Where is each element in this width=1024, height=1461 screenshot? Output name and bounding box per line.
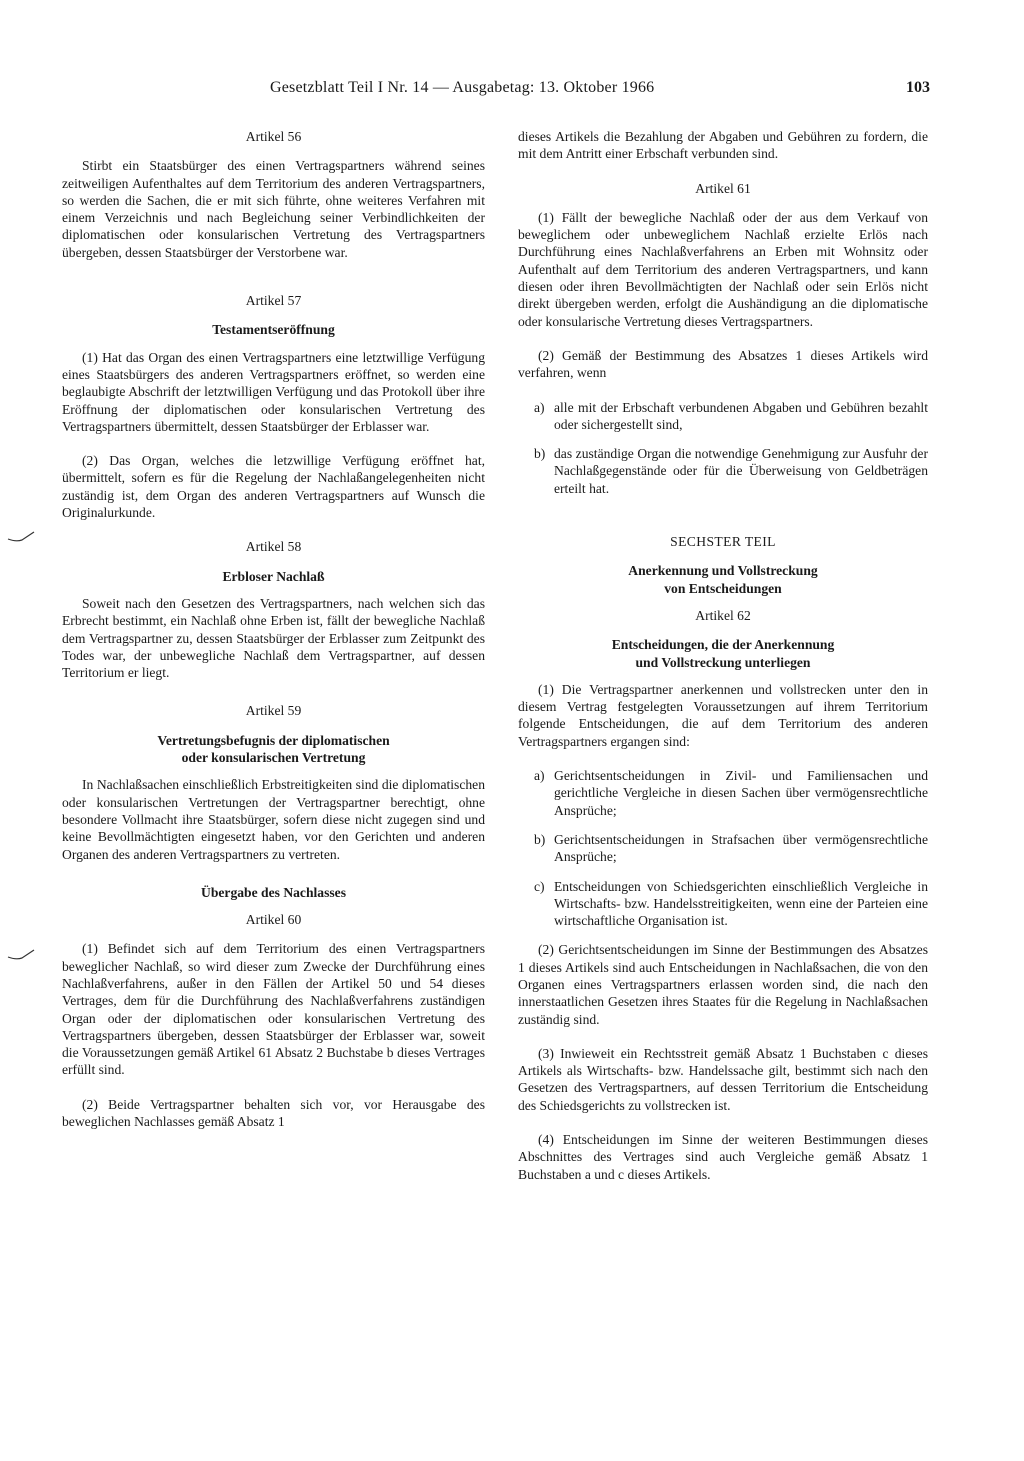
part-title-line: Anerkennung und Vollstreckung <box>628 563 818 579</box>
paragraph: In Nachlaßsachen einschließlich Erbstreitigkeiten sind die diplomatischen oder konsularischen Vertretungen der Vertragspartner berechtigt, ohne besondere Vollmacht ihre Staatsbürger, sofern diese nicht zugegen sind und keine Bevollmächtigten eingesetzt haben, vor den Gerichten und anderen Organen des anderen Vertragspartners zu vertreten. <box>62 777 485 862</box>
paragraph: (2) Beide Vertragspartner behalten sich vor, vor Herausgabe des beweglichen Nachlasses gemäß Absatz 1 <box>62 1096 485 1130</box>
list-item-letter: a) <box>534 768 545 784</box>
list-item <box>534 831 928 866</box>
paragraph-continuation: dieses Artikels die Bezahlung der Abgaben und Gebühren zu fordern, die mit dem Antritt einer Erbschaft verbunden sind. <box>518 129 928 162</box>
list-item <box>534 878 928 930</box>
margin-check-mark <box>6 530 36 544</box>
paragraph: (1) Hat das Organ des einen Vertragspartners eine letztwillige Verfügung eines Staatsbürgers des anderen Vertragspartners eröffnet, so werden eine beglaubigte Abschrift der letztwilligen Verfügung und das Protokoll über ihre Eröffnung der diplomatischen oder konsularischen Vertretung des Vertragspartners übermittelt, dessen Staatsbürger der Erblasser war. <box>62 349 485 434</box>
article-title: Erbloser Nachlaß <box>222 568 325 584</box>
paragraph: (1) Befindet sich auf dem Territorium des einen Vertragspartners beweglicher Nachlaß, so wird dieser zum Zwecke der Durchführung eines Nachlaßverfahrens, außer in den Fällen der Artikel 50 und 54 dieses Vertrages, dem für die Durchführung des Nachlaßverfahrens zuständigen Organ oder der diplomatischen oder konsularischen Vertretung des Vertragspartners übergeben, dessen Staatsbürger der Erblasser war, soweit die Voraussetzungen gemäß Artikel 61 Absatz 2 Buchstabe b dieses Vertrages erfüllt sind. <box>62 941 485 1078</box>
list-item-text: Entscheidungen von Schiedsgerichten einschließlich Vergleiche in Wirtschafts- bzw. Handelsstreitigkeiten, wenn eine der Parteien eine wirtschaftliche Organisation ist. <box>554 878 928 929</box>
article-title-line: Vertretungsbefugnis der diplomatischen <box>157 732 390 748</box>
article-title-line: Entscheidungen, die der Anerkennung <box>611 637 835 653</box>
paragraph: Stirbt ein Staatsbürger des einen Vertragspartners während seines zeitweiligen Aufenthaltes auf dem Territorium des anderen Vertragspartners, so werden die Sachen, die er mit sich führte, ohne weiteres Verfahren mit einem Verzeichnis und nach Begleichung seiner Verbindlichkeiten der diplomatischen oder konsularischen Vertretung des Vertragspartners übergeben, dessen Staatsbürger der Verstorbene war. <box>62 158 485 260</box>
paragraph: Soweit nach den Gesetzen des Vertragspartners, nach welchen sich das Erbrecht bestimmt, ein Nachlaß ohne Erben ist, fällt der bewegliche Nachlaß dem Vertragspartner zu, dessen Staatsbürger der Erblasser zum Zeitpunkt des Todes war, der unbewegliche Nachlaß dem Vertragspartner, auf dessen Territorium er liegt. <box>62 595 485 681</box>
paragraph: (2) Gerichtsentscheidungen im Sinne der Bestimmungen des Absatzes 1 dieses Artikels sind auch Entscheidungen in Nachlaßsachen, die von den Organen eines Vertragspartners erlassen worden sind, die nach den innerstaatlichen Gesetzen ihres Staates für die Regelung in Nachlaßsachen zuständig sind. <box>518 942 928 1027</box>
article-heading: Artikel 58 <box>245 539 302 555</box>
article-title: Testamentseröffnung <box>212 322 335 338</box>
margin-check-mark <box>6 948 36 962</box>
section-title: Übergabe des Nachlasses <box>201 884 346 900</box>
paragraph: (2) Das Organ, welches die letzwillige Verfügung eröffnet hat, übermittelt, sofern es für die Regelung der Nachlaßangelegenheiten nicht zuständig ist, dem Organ des anderen Vertragspartners auf Wunsch die Originalurkunde. <box>62 453 485 521</box>
article-title-line: oder konsularischen Vertretung <box>181 750 366 766</box>
part-title-line: von Entscheidungen <box>664 580 782 596</box>
list-item-text: Gerichtsentscheidungen in Zivil- und Familiensachen und gerichtliche Vergleiche in diesen Sachen über vermögensrechtliche Ansprüche; <box>554 768 928 818</box>
paragraph: (2) Gemäß der Bestimmung des Absatzes 1 dieses Artikels wird verfahren, wenn <box>518 347 928 381</box>
list-item <box>534 445 928 497</box>
paragraph: (1) Fällt der bewegliche Nachlaß oder der aus dem Verkauf von beweglichem oder unbeweglichem Nachlaß erzielte Erlös nach Durchführung eines Nachlaßverfahrens an Erben mit Wohnsitz oder Aufenthalt auf dem Territorium des anderen Vertragspartners, und kann diesen oder ihren Bevollmächtigten der Nachlaß oder sein Erlös nicht direkt übergeben werden, erfolgt die Aushändigung an die diplomatische oder konsularische Vertretung dieses Vertragspartners. <box>518 209 928 329</box>
article-heading: Artikel 60 <box>245 912 302 928</box>
article-heading: Artikel 57 <box>245 293 302 309</box>
paragraph: (4) Entscheidungen im Sinne der weiteren Bestimmungen dieses Abschnittes des Vertrages sind auch Vergleiche gemäß Absatz 1 Buchstaben a und c dieses Artikels. <box>518 1132 928 1182</box>
paragraph: (3) Inwieweit ein Rechtsstreit gemäß Absatz 1 Buchstaben c dieses Artikels als Wirtschafts- bzw. Handelssache gilt, bestimmt sich nach den Gesetzen des Vertragspartners, auf dessen Territorium die Entscheidung des Schiedsgerichts zu vollstrecken ist. <box>518 1045 928 1113</box>
list-item <box>534 399 928 434</box>
list-item-text: Gerichtsentscheidungen in Strafsachen über vermögensrechtliche Ansprüche; <box>554 831 928 865</box>
page-header <box>270 79 930 101</box>
article-heading: Artikel 59 <box>245 703 302 719</box>
page-number: 103 <box>906 79 930 96</box>
list-item-text: alle mit der Erbschaft verbundenen Abgaben und Gebühren bezahlt oder sichergestellt sind, <box>554 399 928 432</box>
part-heading: SECHSTER TEIL <box>670 534 776 550</box>
gazette-header-title: Gesetzblatt Teil I Nr. 14 — Ausgabetag: 13. Oktober 1966 <box>270 79 655 96</box>
right-column <box>518 128 928 1200</box>
article-title-line: und Vollstreckung unterliegen <box>635 654 811 670</box>
list-item-letter: a) <box>534 399 545 415</box>
paragraph: (1) Die Vertragspartner anerkennen und vollstrecken unter den in diesem Vertrag festgelegten Voraussetzungen auf ihrem Territorium folgende Entscheidungen, die auf dem Territorium des anderen Vertragspartners ergangen sind: <box>518 681 928 749</box>
left-column <box>62 128 485 1147</box>
article-heading: Artikel 61 <box>695 180 751 196</box>
list-item-text: das zuständige Organ die notwendige Genehmigung zur Ausfuhr der Nachlaßgegenstände oder für die Überweisung von Geldbeträgen erteilt hat. <box>554 446 928 496</box>
list-item-letter: c) <box>534 878 545 894</box>
list-item <box>534 767 928 819</box>
list-item-letter: b) <box>534 831 546 847</box>
article-heading: Artikel 62 <box>695 607 751 623</box>
article-heading: Artikel 56 <box>245 129 302 144</box>
list-item-letter: b) <box>534 446 546 462</box>
